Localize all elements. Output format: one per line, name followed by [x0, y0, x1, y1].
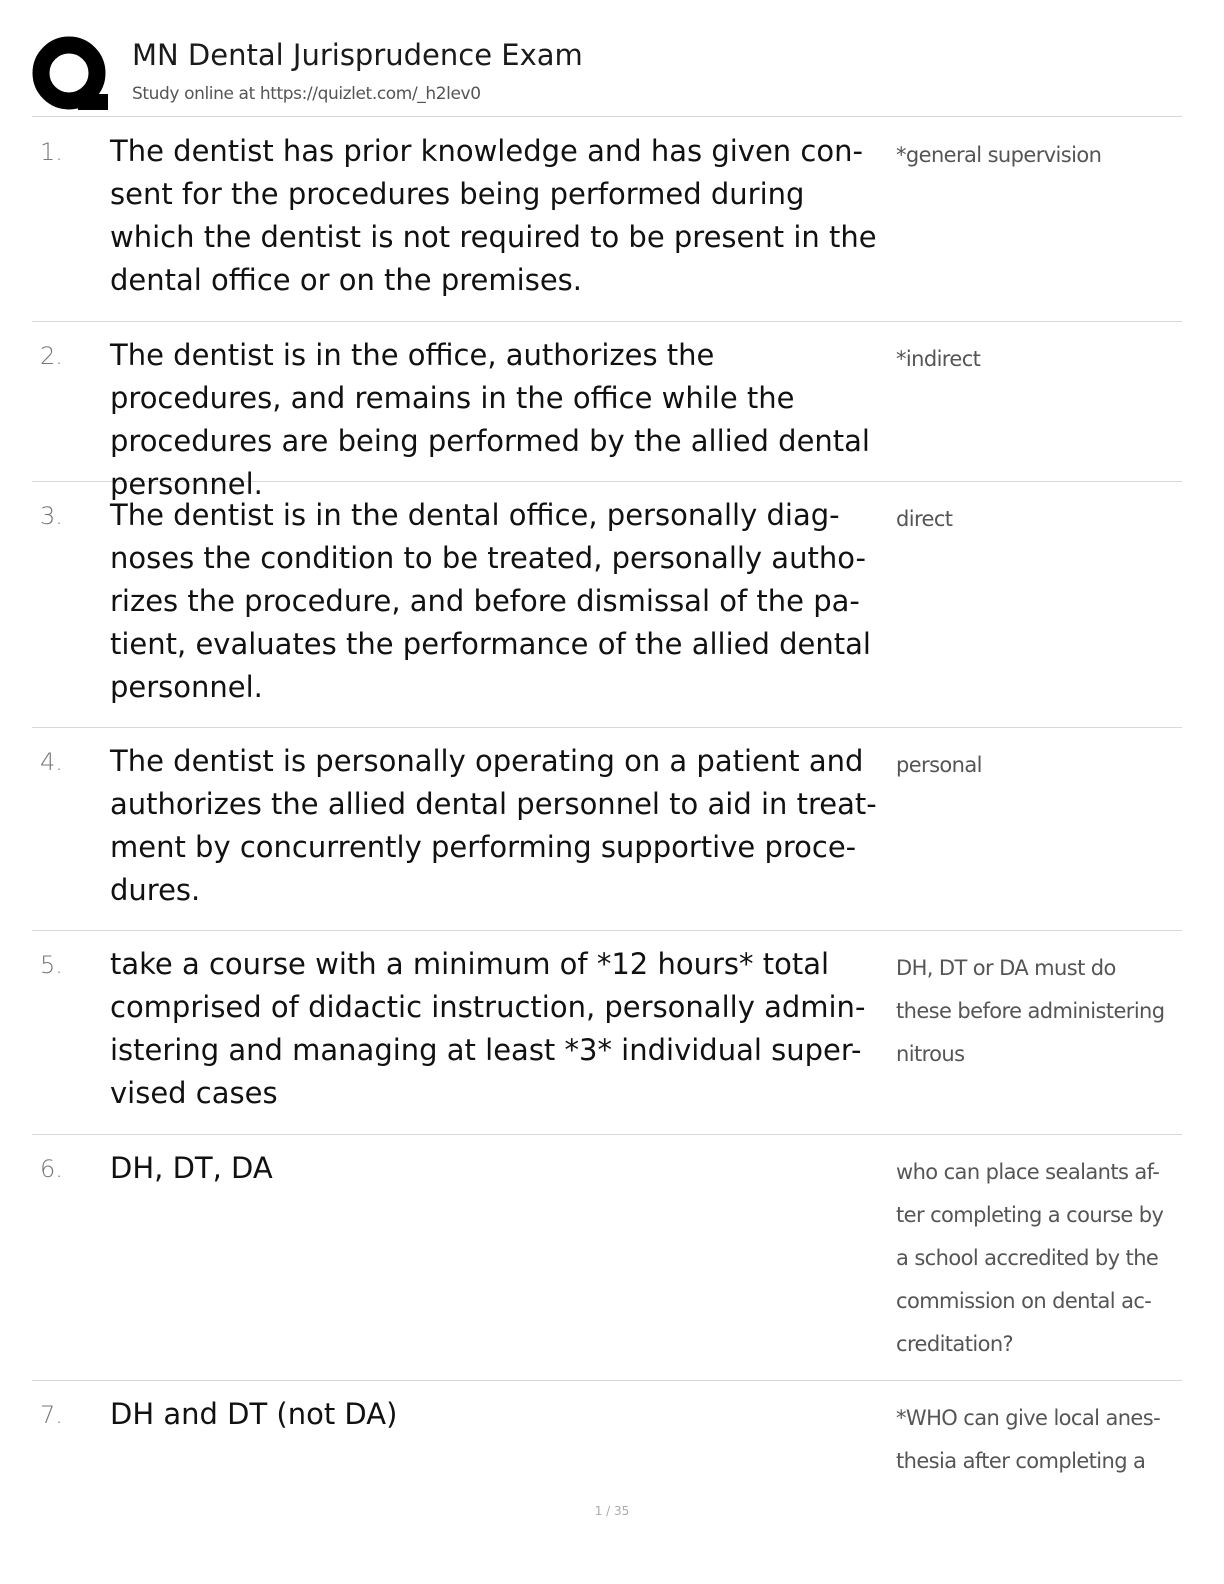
page-indicator: 1 / 35: [594, 1504, 630, 1518]
card-definition: direct: [896, 507, 953, 531]
flashcard-row: [32, 931, 1182, 1135]
card-definition: personal: [896, 753, 982, 777]
card-term: take a course with a minimum of *12 hours* total comprised of didactic instruction, personally admin- istering and managing at least *3* individual super- vised cases: [110, 947, 866, 1110]
page-title: MN Dental Jurisprudence Exam: [132, 38, 583, 72]
card-term: DH and DT (not DA): [110, 1397, 398, 1431]
card-definition: who can place sealants af- ter completing a course by a school accredited by the commission on dental ac- creditation?: [896, 1160, 1164, 1356]
card-number: 6.: [40, 1155, 63, 1183]
card-term: The dentist is in the dental office, personally diag- noses the condition to be treated, personally autho- rizes the procedure, and before dismissal of the pa- tient, evaluates the performance of the allied dental personnel.: [110, 498, 871, 704]
card-definition: *general supervision: [896, 143, 1102, 167]
quizlet-logo-icon: [32, 36, 110, 112]
card-term: The dentist has prior knowledge and has given con- sent for the procedures being performed during which the dentist is not required to be present in the dental office or on the premises.: [110, 134, 877, 297]
flashcard-row: [32, 482, 1182, 728]
card-number: 2.: [40, 342, 63, 370]
flashcard-row: [32, 1381, 1182, 1491]
card-number: 5.: [40, 951, 63, 979]
flashcard-row: [32, 322, 1182, 501]
card-number: 3.: [40, 502, 63, 530]
card-number: 4.: [40, 748, 63, 776]
flashcard-list: [32, 118, 1182, 1491]
page-header: [32, 30, 1182, 114]
card-definition: DH, DT or DA must do these before administering nitrous: [896, 956, 1165, 1066]
flashcard-row: [32, 1135, 1182, 1381]
flashcard-row: [32, 118, 1182, 322]
card-number: 7.: [40, 1401, 63, 1429]
card-term: The dentist is in the office, authorizes the procedures, and remains in the office while the procedures are being performed by the allied dental personnel.: [110, 338, 870, 501]
card-number: 1.: [40, 138, 63, 166]
card-term: DH, DT, DA: [110, 1151, 273, 1185]
study-link-text: Study online at https://quizlet.com/_h2lev0: [132, 84, 481, 104]
card-definition: *WHO can give local anes- thesia after completing a: [896, 1406, 1161, 1473]
flashcard-row: [32, 728, 1182, 931]
card-definition: *indirect: [896, 347, 981, 371]
header-divider: [32, 116, 1182, 117]
card-term: The dentist is personally operating on a patient and authorizes the allied dental personnel to aid in treat- ment by concurrently performing supportive proce- dures.: [110, 744, 877, 907]
